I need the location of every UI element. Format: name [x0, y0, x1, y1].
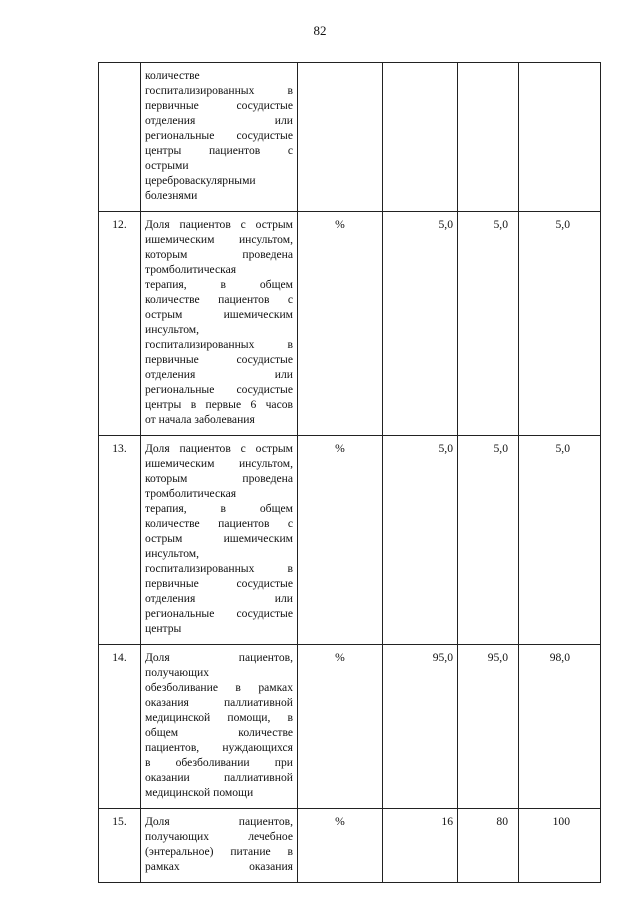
value-cell: 95,0: [458, 645, 519, 809]
indicator-name-line: отделения или: [145, 114, 293, 127]
value-cell: 100: [519, 809, 601, 883]
indicator-name-line: Доля пациентов с острым: [145, 218, 293, 231]
value-cell: [519, 63, 601, 212]
indicator-name-line: госпитализированных в: [145, 562, 293, 575]
indicator-name-line: региональные сосудистые: [145, 607, 293, 620]
page-number: 82: [313, 23, 327, 38]
indicator-name-line: тромболитическая: [145, 487, 237, 500]
value-cell: [383, 63, 458, 212]
indicator-name-line: первичные сосудистые: [145, 353, 293, 366]
indicator-name-line: оказания паллиативной: [145, 696, 293, 709]
row-number: 12.: [99, 212, 141, 436]
table-row: [99, 809, 601, 883]
indicator-name-line: получающих: [145, 666, 209, 679]
indicator-name-line: количестве: [145, 69, 200, 82]
indicator-name-line: медицинской помощи: [145, 786, 254, 799]
indicator-name-line: госпитализированных в: [145, 84, 293, 97]
indicator-name-line: рамках оказания: [145, 860, 293, 873]
table-row: [99, 212, 601, 436]
indicator-name-line: ишемическим инсультом,: [145, 457, 293, 470]
indicator-name-line: в обезболивании при: [145, 756, 293, 769]
indicator-name: [141, 809, 298, 883]
table-body: [99, 63, 601, 883]
indicator-name-line: острым ишемическим: [145, 308, 293, 321]
value-cell: 98,0: [519, 645, 601, 809]
indicator-name-line: ишемическим инсультом,: [145, 233, 293, 246]
value-cell: [458, 63, 519, 212]
row-number: 13.: [99, 436, 141, 645]
indicator-name-line: которым проведена: [145, 472, 293, 485]
indicator-name-line: первичные сосудистые: [145, 577, 293, 590]
indicator-name: [141, 645, 298, 809]
value-cell: 5,0: [383, 436, 458, 645]
unit-cell: %: [298, 212, 383, 436]
indicator-name-line: первичные сосудистые: [145, 99, 293, 112]
table-row: [99, 63, 601, 212]
indicator-name-line: цереброваскулярными: [145, 174, 256, 187]
indicator-name: [141, 436, 298, 645]
indicator-name-line: центры в первые 6 часов: [145, 398, 293, 411]
value-cell: 16: [383, 809, 458, 883]
indicator-name-line: количестве пациентов с: [145, 293, 293, 306]
row-number: [99, 63, 141, 212]
indicator-name-line: центры пациентов с: [145, 144, 293, 157]
indicator-name-line: госпитализированных в: [145, 338, 293, 351]
indicators-table: [98, 62, 601, 883]
indicator-name-line: которым проведена: [145, 248, 293, 261]
row-number: 14.: [99, 645, 141, 809]
indicator-name-line: Доля пациентов с острым: [145, 442, 293, 455]
value-cell: 80: [458, 809, 519, 883]
indicator-name-line: Доля пациентов,: [145, 815, 293, 828]
indicator-name-line: терапия, в общем: [145, 278, 293, 291]
indicator-name-line: болезнями: [145, 189, 198, 202]
indicator-name-line: терапия, в общем: [145, 502, 293, 515]
indicator-name-line: центры: [145, 622, 182, 635]
indicator-name-line: региональные сосудистые: [145, 383, 293, 396]
indicator-name-line: отделения или: [145, 592, 293, 605]
value-cell: 5,0: [458, 436, 519, 645]
unit-cell: [298, 63, 383, 212]
value-cell: 5,0: [458, 212, 519, 436]
value-cell: 5,0: [519, 212, 601, 436]
indicator-name: [141, 212, 298, 436]
indicator-name-line: медицинской помощи, в: [145, 711, 293, 724]
indicator-name-line: инсультом,: [145, 323, 200, 336]
unit-cell: %: [298, 809, 383, 883]
indicator-name-line: оказании паллиативной: [145, 771, 293, 784]
table-row: [99, 645, 601, 809]
unit-cell: %: [298, 645, 383, 809]
value-cell: 5,0: [519, 436, 601, 645]
indicator-name-line: инсультом,: [145, 547, 200, 560]
indicator-name-line: региональные сосудистые: [145, 129, 293, 142]
indicator-name-line: обезболивание в рамках: [145, 681, 293, 694]
table-row: [99, 436, 601, 645]
indicator-name-line: тромболитическая: [145, 263, 237, 276]
indicator-name-line: от начала заболевания: [145, 413, 255, 426]
indicator-name-line: Доля пациентов,: [145, 651, 293, 664]
indicator-name-line: (энтеральное) питание в: [145, 845, 293, 858]
indicator-name-line: получающих лечебное: [145, 830, 293, 843]
indicator-name-line: общем количестве: [145, 726, 293, 739]
value-cell: 95,0: [383, 645, 458, 809]
value-cell: 5,0: [383, 212, 458, 436]
indicator-name: [141, 63, 298, 212]
indicator-name-line: острыми: [145, 159, 189, 172]
indicator-name-line: количестве пациентов с: [145, 517, 293, 530]
indicator-name-line: отделения или: [145, 368, 293, 381]
row-number: 15.: [99, 809, 141, 883]
unit-cell: %: [298, 436, 383, 645]
indicator-name-line: острым ишемическим: [145, 532, 293, 545]
indicator-name-line: пациентов, нуждающихся: [145, 741, 293, 754]
